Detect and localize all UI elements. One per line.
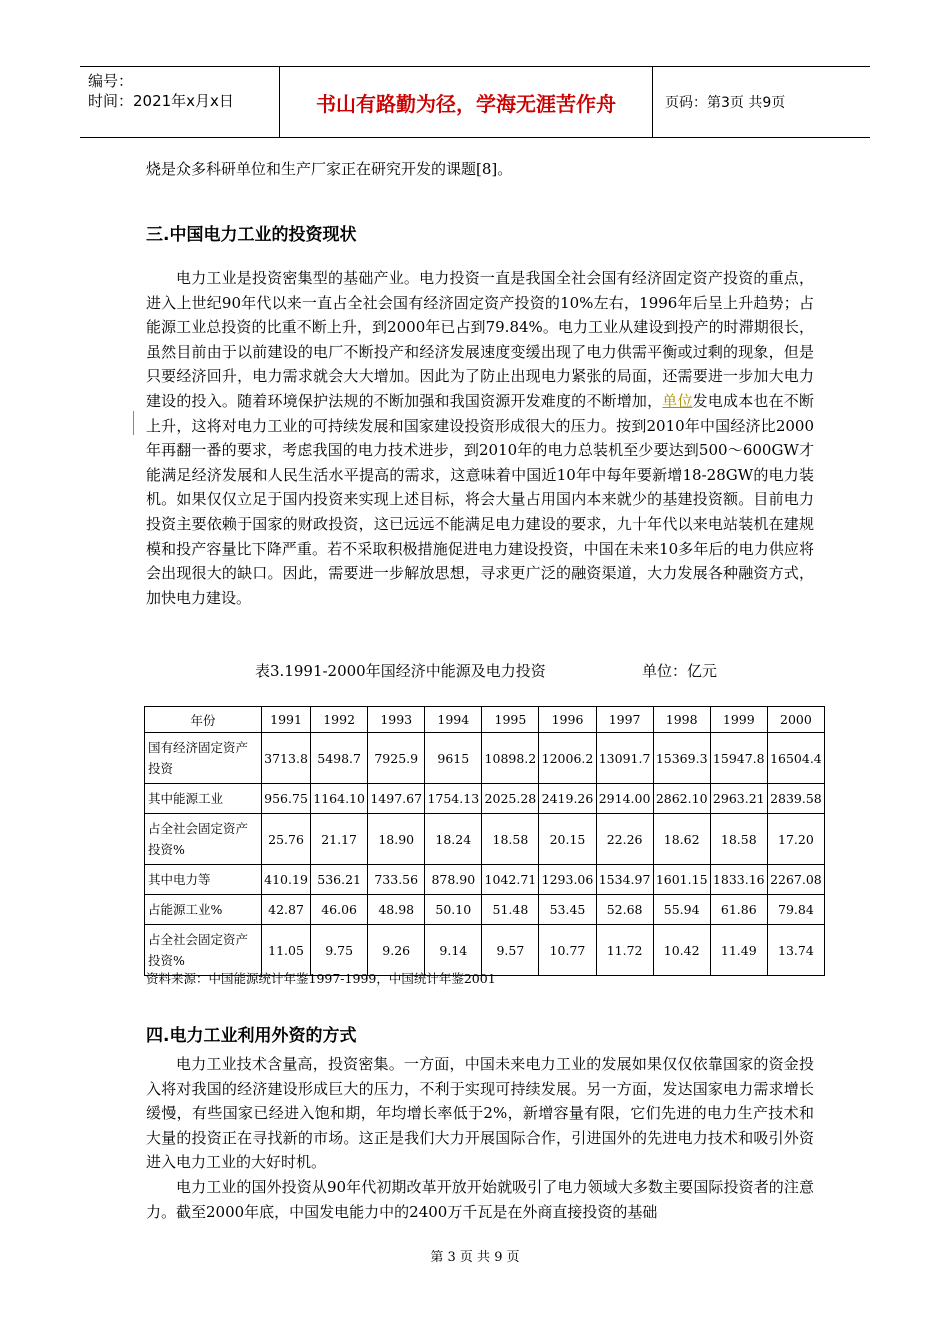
table-cell: 48.98 [368, 895, 425, 925]
row-label: 国有经济固定资产投资 [145, 733, 262, 784]
table-cell: 17.20 [767, 814, 824, 865]
table-row [145, 784, 825, 814]
table-cell: 9.26 [368, 925, 425, 976]
table-cell: 2963.21 [710, 784, 767, 814]
header-cell-year: 1992 [311, 707, 368, 733]
table-cell: 51.48 [482, 895, 539, 925]
table-cell: 15369.3 [653, 733, 710, 784]
table-row [145, 865, 825, 895]
table-cell: 25.76 [262, 814, 311, 865]
section4-paragraph-1: 电力工业技术含量高，投资密集。一方面，中国未来电力工业的发展如果仅仅依靠国家的资金投入将对我国的经济建设形成巨大的压力，不利于实现可持续发展。另一方面，发达国家电力需求增长缓慢，有些国家已经进入饱和期，年均增长率低于2%，新增容量有限，它们先进的电力生产技术和大量的投资正在寻找新的市场。这正是我们大力开展国际合作，引进国外的先进电力技术和吸引外资进入电力工业的大好时机。 [146, 1055, 814, 1172]
table-unit: 单位：亿元 [642, 662, 718, 680]
section3-paragraph [146, 266, 814, 610]
table-cell: 79.84 [767, 895, 824, 925]
table-cell: 13.74 [767, 925, 824, 976]
table-cell: 61.86 [710, 895, 767, 925]
page-footer: 第 3 页 共 9 页 [430, 1250, 520, 1265]
table-cell: 11.49 [710, 925, 767, 976]
table-row [145, 733, 825, 784]
table-cell: 1833.16 [710, 865, 767, 895]
header-cell-year: 2000 [767, 707, 824, 733]
section4-body [146, 1052, 814, 1224]
table-cell: 22.26 [596, 814, 653, 865]
table-row [145, 814, 825, 865]
header-cell-year: 1991 [262, 707, 311, 733]
table-cell: 55.94 [653, 895, 710, 925]
table-cell: 536.21 [311, 865, 368, 895]
section4-title: 四.电力工业利用外资的方式 [146, 1026, 357, 1046]
table-cell: 11.05 [262, 925, 311, 976]
header-page: 页码：第3页 共9页 [665, 95, 786, 111]
table-cell: 878.90 [425, 865, 482, 895]
header-time: 时间：2021年x月x日 [88, 92, 234, 110]
table-cell: 20.15 [539, 814, 596, 865]
table-cell: 12006.2 [539, 733, 596, 784]
table-cell: 18.90 [368, 814, 425, 865]
header-cell-year: 1994 [425, 707, 482, 733]
unit-link[interactable]: 单位 [662, 391, 693, 410]
header-cell-year: 1998 [653, 707, 710, 733]
table-cell: 18.58 [482, 814, 539, 865]
table-cell: 21.17 [311, 814, 368, 865]
table-cell: 1497.67 [368, 784, 425, 814]
table-cell: 1534.97 [596, 865, 653, 895]
header-cell-year: 1995 [482, 707, 539, 733]
header-number: 编号： [88, 72, 134, 90]
table-cell: 5498.7 [311, 733, 368, 784]
table-cell: 7925.9 [368, 733, 425, 784]
table-cell: 2267.08 [767, 865, 824, 895]
table-cell: 10.77 [539, 925, 596, 976]
section3-text-1: 电力工业是投资密集型的基础产业。电力投资一直是我国全社会国有经济固定资产投资的重点，进入上世纪90年代以来一直占全社会国有经济固定资产投资的10%左右，1996年后呈上升趋势；占能源工业总投资的比重不断上升，到2000年已占到79.84%。电力工业从建设到投产的时滞期很长，虽然目前由于以前建设的电厂不断投产和经济发展速度变缓出现了电力供需平衡或过剩的现象，但是只要经济回升，电力需求就会大大增加。因此为了防止出现电力紧张的局面，还需要进一步加大电力建设的投入。随着环境保护法规的不断加强和我国资源开发难度的不断增加， [146, 269, 814, 410]
header-cell-year-label: 年份 [145, 707, 262, 733]
header-cell-year: 1996 [539, 707, 596, 733]
table-cell: 1293.06 [539, 865, 596, 895]
header-motto: 书山有路勤为径，学海无涯苦作舟 [280, 67, 653, 137]
row-label: 占全社会固定资产投资% [145, 925, 262, 976]
header-meta [80, 67, 280, 137]
table-row [145, 925, 825, 976]
row-label: 其中能源工业 [145, 784, 262, 814]
row-label: 占全社会固定资产投资% [145, 814, 262, 865]
section4-paragraph-2: 电力工业的国外投资从90年代初期改革开放开始就吸引了电力领域大多数主要国际投资者的注意力。截至2000年底，中国发电能力中的2400万千瓦是在外商直接投资的基础 [146, 1177, 814, 1221]
table-header-row [145, 707, 825, 733]
table-cell: 46.06 [311, 895, 368, 925]
table-cell: 11.72 [596, 925, 653, 976]
table-cell: 52.68 [596, 895, 653, 925]
table-source: 资料来源：中国能源统计年鉴1997-1999，中国统计年鉴2001 [146, 971, 496, 986]
table-cell: 9.14 [425, 925, 482, 976]
table-cell: 9.57 [482, 925, 539, 976]
table-cell: 2862.10 [653, 784, 710, 814]
investment-table [144, 706, 825, 976]
table-caption: 表3.1991-2000年国经济中能源及电力投资 [255, 662, 546, 680]
table-cell: 42.87 [262, 895, 311, 925]
table-cell: 9.75 [311, 925, 368, 976]
header-cell-year: 1993 [368, 707, 425, 733]
table-cell: 410.19 [262, 865, 311, 895]
table-cell: 956.75 [262, 784, 311, 814]
table-cell: 18.58 [710, 814, 767, 865]
table-cell: 2914.00 [596, 784, 653, 814]
table-row [145, 895, 825, 925]
row-label: 其中电力等 [145, 865, 262, 895]
table-cell: 2419.26 [539, 784, 596, 814]
change-bar [133, 411, 134, 435]
table-cell: 50.10 [425, 895, 482, 925]
table-cell: 3713.8 [262, 733, 311, 784]
table-cell: 733.56 [368, 865, 425, 895]
table-cell: 18.24 [425, 814, 482, 865]
table-cell: 1042.71 [482, 865, 539, 895]
row-label: 占能源工业% [145, 895, 262, 925]
table-cell: 1601.15 [653, 865, 710, 895]
intro-text: 烧是众多科研单位和生产厂家正在研究开发的课题[8]。 [146, 160, 513, 178]
table-cell: 2839.58 [767, 784, 824, 814]
table-cell: 53.45 [539, 895, 596, 925]
table-cell: 10898.2 [482, 733, 539, 784]
table-cell: 18.62 [653, 814, 710, 865]
section3-text-2: 发电成本也在不断上升，这将对电力工业的可持续发展和国家建设投资形成很大的压力。按到2010年中国经济比2000年再翻一番的要求，考虑我国的电力技术进步，到2010年的电力总装机至少要达到500～600GW才能满足经济发展和人民生活水平提高的需求，这意味着中国近10年中每年要新增18-28GW的电力装机。如果仅仅立足于国内投资来实现上述目标，将会大量占用国内本来就少的基建投资额。目前电力投资主要依赖于国家的财政投资，这已远远不能满足电力建设的要求，九十年代以来电站装机在建规模和投产容量比下降严重。若不采取积极措施促进电力建设投资，中国在未来10多年后的电力供应将会出现很大的缺口。因此，需要进一步解放思想，寻求更广泛的融资渠道，大力发展各种融资方式，加快电力建设。 [146, 391, 814, 607]
header-cell-year: 1999 [710, 707, 767, 733]
table-cell: 2025.28 [482, 784, 539, 814]
section3-body [146, 266, 814, 610]
table-cell: 15947.8 [710, 733, 767, 784]
table-cell: 10.42 [653, 925, 710, 976]
table-cell: 9615 [425, 733, 482, 784]
document-header [80, 66, 870, 138]
table-cell: 1754.13 [425, 784, 482, 814]
table-cell: 13091.7 [596, 733, 653, 784]
table-cell: 1164.10 [311, 784, 368, 814]
table-cell: 16504.4 [767, 733, 824, 784]
section3-title: 三.中国电力工业的投资现状 [146, 225, 357, 245]
header-cell-year: 1997 [596, 707, 653, 733]
